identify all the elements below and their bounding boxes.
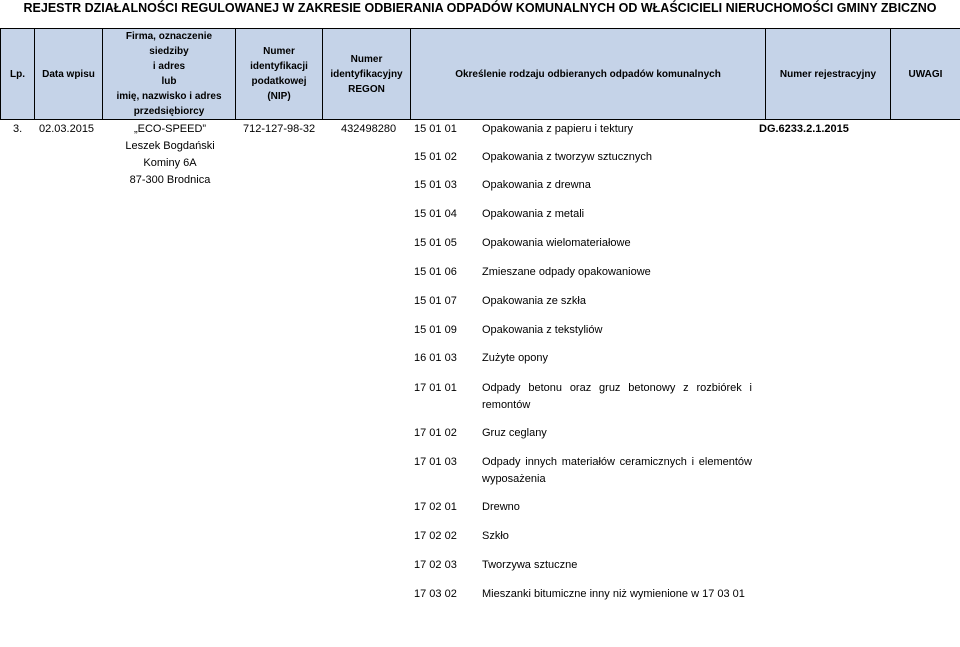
header-firm-line: lub [161,76,177,87]
header-date: Data wpisu [35,29,103,120]
header-nip-line: Numer [263,46,295,57]
entry-firm-city: 87-300 Brodnica [129,174,211,186]
waste-code: 15 01 02 [414,151,457,163]
header-firm-line: i adres [152,61,186,72]
waste-code: 17 02 03 [414,559,457,571]
waste-name: Odpady innych materiałów ceramicznych i elementów wyposażenia [482,456,752,485]
entry-firm-street: Kominy 6A [143,157,197,169]
waste-code: 15 01 07 [414,295,457,307]
entry-firm-owner: Leszek Bogdański [125,140,215,152]
header-nip [236,29,323,120]
header-regon-line: identyfikacyjny [330,68,403,80]
register-header [0,28,960,120]
entry-firm [105,121,235,189]
waste-name: Opakowania z metali [482,208,585,220]
waste-code: 15 01 06 [414,266,457,278]
waste-code: 15 01 01 [414,123,457,135]
header-nip-line: identyfikacji [250,61,308,72]
entry-reg-number: DG.6233.2.1.2015 [759,123,849,135]
header-firm-line: imię, nazwisko i adres [116,91,222,102]
entry-date: 02.03.2015 [39,123,95,135]
waste-code: 15 01 03 [414,179,457,191]
waste-name: Zmieszane odpady opakowaniowe [482,266,651,278]
header-regon-line: REGON [348,83,385,95]
entry-lp: 3. [13,123,23,135]
waste-name: Tworzywa sztuczne [482,559,578,571]
waste-code: 17 01 03 [414,456,457,468]
waste-name: Gruz ceglany [482,427,547,439]
waste-name: Drewno [482,501,520,513]
header-nip-line: (NIP) [267,91,291,102]
waste-name: Szkło [482,530,509,542]
waste-name: Zużyte opony [482,352,549,364]
waste-code: 17 03 02 [414,588,457,600]
waste-code: 17 02 01 [414,501,457,513]
waste-name: Opakowania z drewna [482,179,591,191]
header-regon-line: Numer [350,53,383,65]
header-waste: Określenie rodzaju odbieranych odpadów komunalnych [411,29,766,120]
header-regon [323,29,411,120]
waste-name: Odpady betonu oraz gruz betonowy z rozbiórek i remontów [482,382,752,411]
waste-name: Opakowania z tekstyliów [482,324,603,336]
header-lp: Lp. [1,29,35,120]
header-firm [103,29,236,120]
header-firm-line: przedsiębiorcy [133,106,205,117]
document-title: REJESTR DZIAŁALNOŚCI REGULOWANEJ W ZAKRESIE ODBIERANIA ODPADÓW KOMUNALNYCH OD WŁAŚCICIELI NIERUCHOMOŚCI GMINY ZBICZNO [23,1,937,15]
waste-code: 17 02 02 [414,530,457,542]
waste-code: 17 01 02 [414,427,457,439]
waste-code: 15 01 09 [414,324,457,336]
entry-regon: 432498280 [341,123,397,135]
waste-name: Mieszanki bitumiczne inny niż wymienione w 17 03 01 [482,588,745,600]
waste-code: 15 01 05 [414,237,457,249]
waste-code: 15 01 04 [414,208,457,220]
entry-firm-name: „ECO-SPEED” [133,123,207,135]
header-notes: UWAGI [891,29,960,120]
header-reg: Numer rejestracyjny [766,29,891,120]
header-nip-line: podatkowej [251,76,307,87]
header-firm-line: Firma, oznaczenie siedziby [125,31,213,57]
waste-name: Opakowania z tworzyw sztucznych [482,151,652,163]
entry-nip: 712-127-98-32 [243,123,316,135]
waste-name: Opakowania ze szkła [482,295,586,307]
waste-code: 16 01 03 [414,352,457,364]
waste-name: Opakowania wielomateriałowe [482,237,631,249]
waste-code: 17 01 01 [414,382,457,394]
waste-name: Opakowania z papieru i tektury [482,123,634,135]
